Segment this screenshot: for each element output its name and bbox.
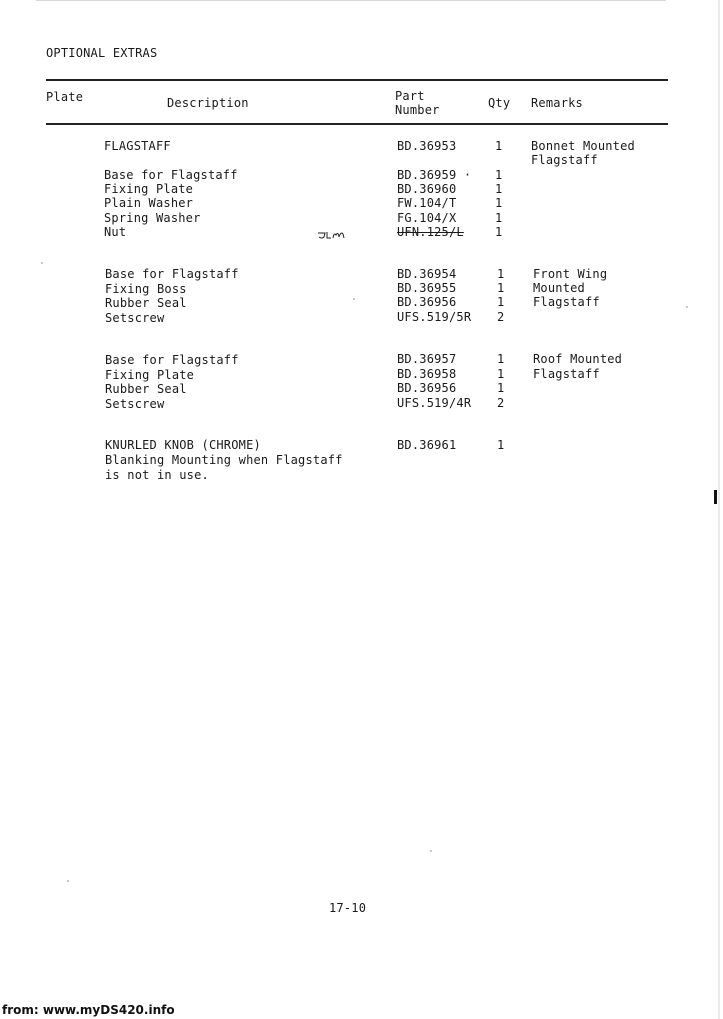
group-heading: KNURLED KNOB (CHROME)	[105, 438, 261, 452]
row-qty: 1	[495, 211, 503, 225]
page-number: 17-10	[329, 901, 367, 915]
row-description: Fixing Boss	[105, 282, 187, 296]
row-qty: 1	[495, 225, 503, 239]
header-part-line1: Part	[395, 89, 425, 103]
row-qty: 1	[495, 168, 503, 182]
row-part: UFS.519/4R	[397, 396, 472, 410]
header-description: Description	[167, 96, 249, 110]
row-part: BD.36957	[397, 352, 457, 366]
remarks-line: Front Wing	[533, 267, 608, 281]
row-description: Setscrew	[105, 397, 165, 411]
remarks-line: Bonnet Mounted	[531, 139, 635, 153]
top-edge-line	[36, 0, 666, 1]
scan-speck	[353, 298, 355, 300]
row-description: Base for Flagstaff	[105, 267, 239, 281]
row-description: Plain Washer	[104, 196, 194, 210]
row-part: BD.36955	[397, 281, 457, 295]
group-heading-qty: 1	[497, 438, 505, 452]
binding-mark	[714, 490, 717, 504]
source-footer: from: www.myDS420.info	[2, 1003, 175, 1017]
header-plate: Plate	[46, 90, 84, 104]
row-part: BD.36956	[397, 295, 457, 309]
row-qty: 2	[497, 310, 505, 324]
row-description: Setscrew	[105, 311, 165, 325]
note-line: Blanking Mounting when Flagstaff	[105, 453, 343, 467]
row-description: Base for Flagstaff	[105, 353, 239, 367]
group-heading: FLAGSTAFF	[104, 139, 171, 153]
row-description: Base for Flagstaff	[104, 168, 238, 182]
row-qty: 1	[495, 182, 503, 196]
remarks-line: Flagstaff	[531, 153, 598, 167]
page-title: OPTIONAL EXTRAS	[46, 46, 158, 60]
row-description: Fixing Plate	[104, 182, 194, 196]
header-bottom-rule	[46, 123, 668, 125]
remarks-line: Flagstaff	[533, 295, 600, 309]
row-part: BD.36960	[397, 182, 457, 196]
row-part: FG.104/X	[397, 211, 457, 225]
header-top-rule	[46, 79, 668, 81]
remarks-line: Mounted	[533, 281, 585, 295]
row-part: BD.36954	[397, 267, 457, 281]
row-qty: 1	[497, 281, 505, 295]
row-part: BD.36956	[397, 381, 457, 395]
row-part: BD.36959 ·	[397, 168, 472, 182]
row-description: Rubber Seal	[105, 382, 187, 396]
group-heading-part: BD.36961	[397, 438, 457, 452]
row-part: BD.36958	[397, 367, 457, 381]
handwritten-initials-signature	[316, 228, 348, 242]
group-heading-qty: 1	[495, 139, 503, 153]
group-heading-part: BD.36953	[397, 139, 457, 153]
row-qty: 2	[497, 396, 505, 410]
remarks-line: Flagstaff	[533, 367, 600, 381]
row-description: Rubber Seal	[105, 296, 187, 310]
row-qty: 1	[497, 381, 505, 395]
header-qty: Qty	[488, 96, 511, 110]
remarks-line: Roof Mounted	[533, 352, 623, 366]
header-remarks: Remarks	[531, 96, 583, 110]
row-description: Spring Washer	[104, 211, 201, 225]
row-description: Nut	[104, 225, 127, 239]
scan-speck	[67, 880, 69, 882]
row-qty: 1	[495, 196, 503, 210]
note-line: is not in use.	[105, 468, 209, 482]
row-qty: 1	[497, 295, 505, 309]
row-qty: 1	[497, 367, 505, 381]
row-qty: 1	[497, 352, 505, 366]
header-part-line2: Number	[395, 103, 440, 117]
scan-speck	[41, 262, 43, 264]
scan-speck	[686, 306, 688, 308]
scan-speck	[430, 850, 432, 852]
row-qty: 1	[497, 267, 505, 281]
row-part: FW.104/T	[397, 196, 457, 210]
row-part: UFS.519/5R	[397, 310, 472, 324]
row-part-struck: UFN.125/L	[397, 225, 464, 239]
row-description: Fixing Plate	[105, 368, 195, 382]
right-page-edge	[718, 0, 720, 1019]
